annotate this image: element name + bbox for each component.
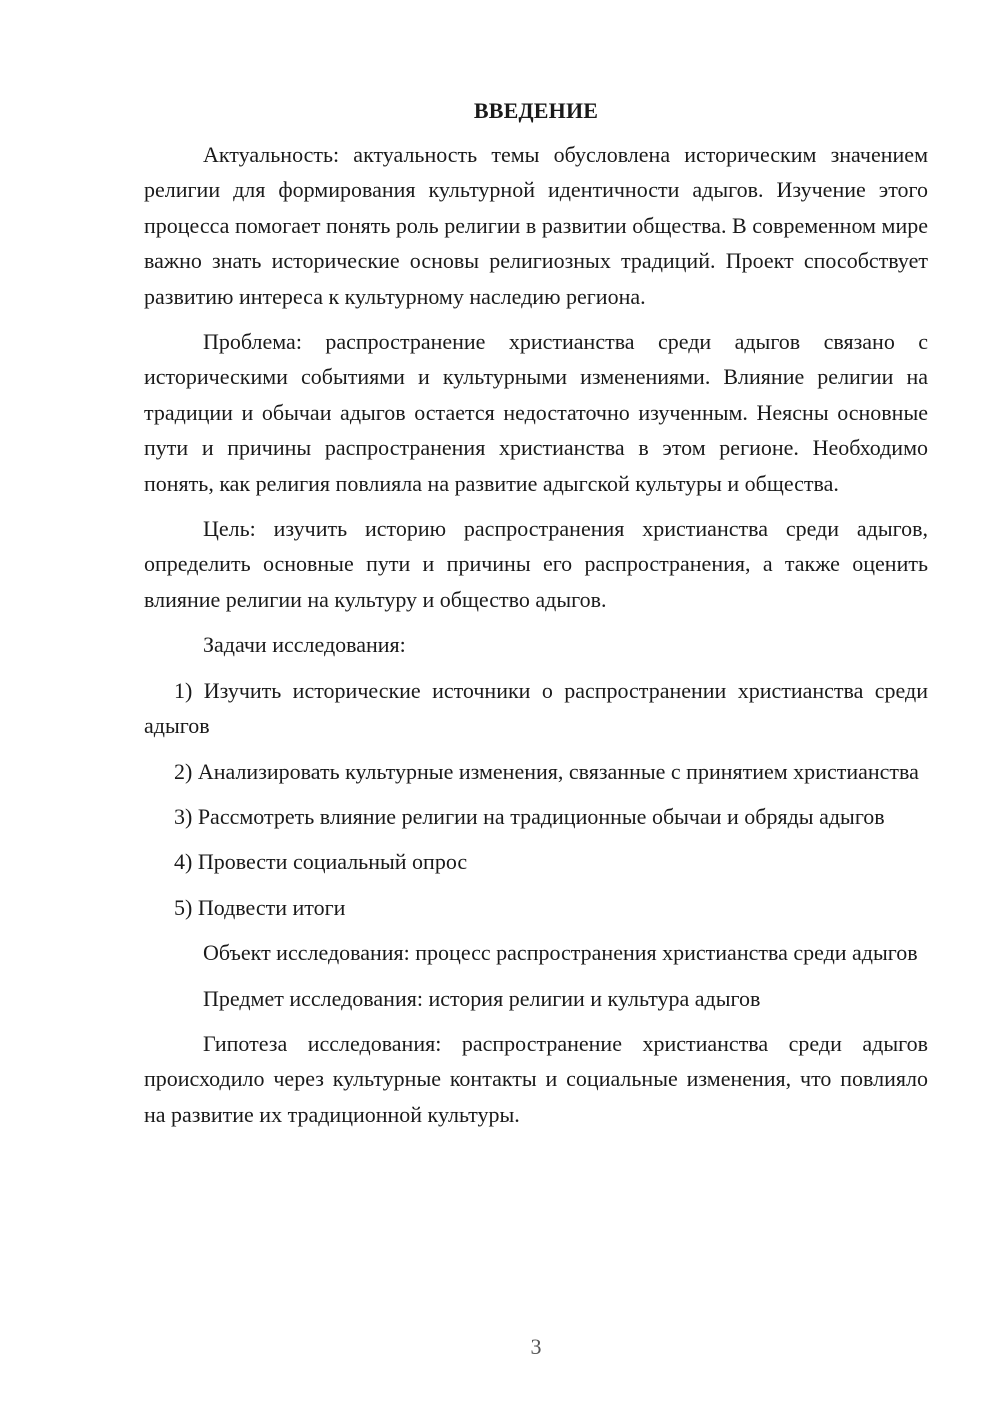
task-item-1: 1) Изучить исторические источники о распространении христианства среди адыгов <box>144 677 928 739</box>
page-title: ВВЕДЕНИЕ <box>473 98 599 123</box>
tasks-title: Задачи исследования: <box>203 632 406 658</box>
relevance-paragraph: Актуальность: актуальность темы обусловлена историческим значением религии для формирования культурной идентичности адыгов. Изучение этого процесса помогает понять роль религии в развитии общества. В современном мире важно знать исторические основы религиозных традиций. Проект способствует развитию интереса к культурному наследию региона. <box>144 142 928 309</box>
subject-paragraph: Предмет исследования: история религии и культура адыгов <box>203 985 761 1011</box>
page-number: 3 <box>530 1334 542 1359</box>
document-page <box>144 97 928 1142</box>
task-item-3: 3) Рассмотреть влияние религии на традиционные обычаи и обряды адыгов <box>174 803 885 829</box>
task-item-4: 4) Провести социальный опрос <box>174 849 468 875</box>
task-item-2: 2) Анализировать культурные изменения, связанные с принятием христианства <box>174 758 919 784</box>
goal-paragraph: Цель: изучить историю распространения христианства среди адыгов, определить основные пути и причины его распространения, а также оценить влияние религии на культуру и общество адыгов. <box>144 516 928 612</box>
hypothesis-paragraph: Гипотеза исследования: распространение христианства среди адыгов происходило через культурные контакты и социальные изменения, что повлияло на развитие их традиционной культуры. <box>144 1030 928 1127</box>
task-item-5: 5) Подвести итоги <box>174 894 346 920</box>
object-paragraph: Объект исследования: процесс распространения христианства среди адыгов <box>203 940 918 966</box>
problem-paragraph: Проблема: распространение христианства среди адыгов связано с историческими событиями и культурными изменениями. Влияние религии на традиции и обычаи адыгов остается недостаточно изученным. Неясны основные пути и причины распространения христианства в этом регионе. Необходимо понять, как религия повлияла на развитие адыгской культуры и общества. <box>144 329 928 496</box>
